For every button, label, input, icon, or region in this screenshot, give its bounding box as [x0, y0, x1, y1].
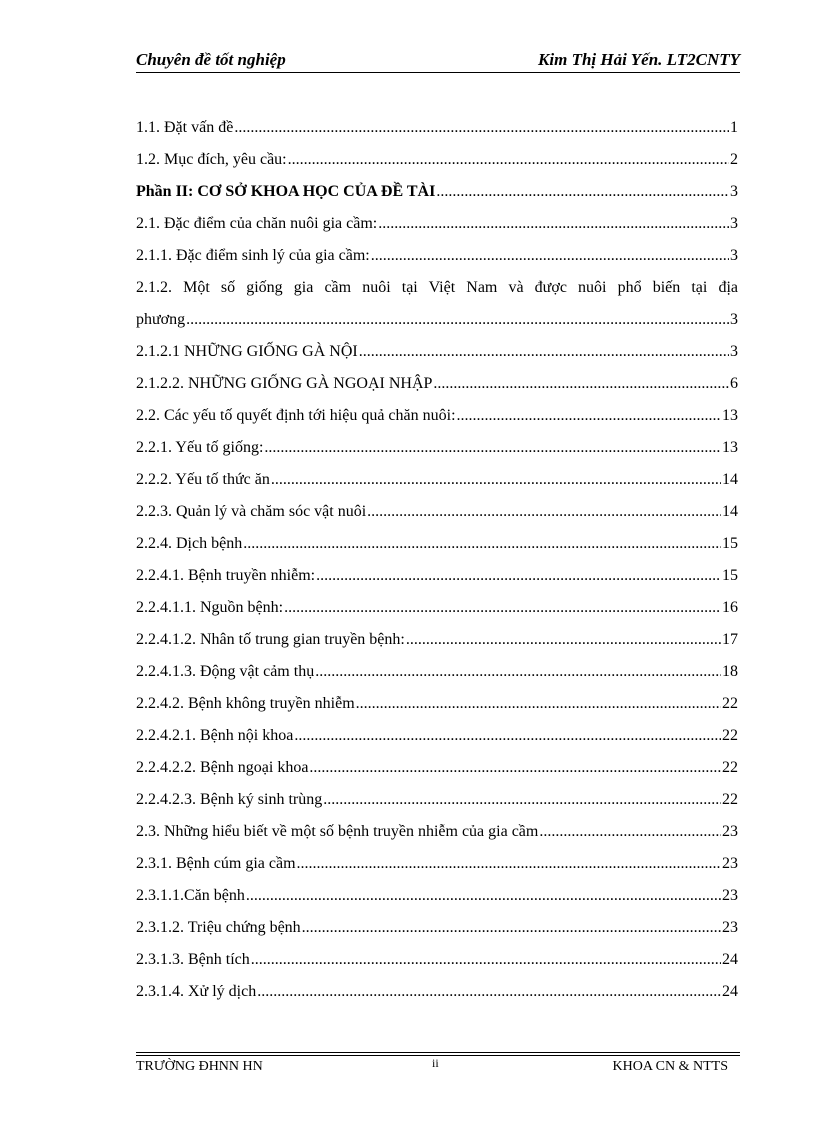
toc-entry[interactable] — [136, 912, 738, 944]
toc-leader-dots — [257, 976, 721, 1008]
toc-entry[interactable] — [136, 272, 738, 304]
toc-entry[interactable] — [136, 784, 738, 816]
toc-entry-text: 2.1.2. Một số giống gia cầm nuôi tại Việt Nam và được nuôi phổ biến tại địa — [136, 279, 738, 296]
toc-leader-dots — [309, 752, 721, 784]
toc-entry-text: 2.2. Các yếu tố quyết định tới hiệu quả chăn nuôi: — [136, 407, 456, 424]
toc-page-number: 23 — [722, 855, 738, 872]
page-number: ii — [432, 1056, 439, 1070]
toc-leader-dots — [371, 240, 729, 272]
toc-page-number: 3 — [730, 215, 738, 232]
header-author: Kim Thị Hải Yến. LT2CNTY — [538, 50, 740, 69]
toc-entry[interactable] — [136, 656, 738, 688]
toc-page-number: 3 — [730, 247, 738, 264]
page-header — [136, 50, 740, 73]
toc-leader-dots — [323, 784, 721, 816]
toc-entry-text: 2.2.2. Yếu tố thức ăn — [136, 471, 270, 488]
toc-entry[interactable] — [136, 816, 738, 848]
toc-page-number: 23 — [722, 919, 738, 936]
toc-entry[interactable] — [136, 240, 738, 272]
toc-leader-dots — [356, 688, 721, 720]
toc-leader-dots — [539, 816, 721, 848]
toc-entry-text: 2.1.2.1 NHỮNG GIỐNG GÀ NỘI — [136, 343, 358, 360]
toc-page-number: 3 — [730, 183, 738, 200]
toc-entry[interactable] — [136, 528, 738, 560]
toc-entry[interactable] — [136, 464, 738, 496]
toc-entry-text: 2.2.4.1.1. Nguồn bệnh: — [136, 599, 284, 616]
toc-entry-text: 2.1.2.2. NHỮNG GIỐNG GÀ NGOẠI NHẬP — [136, 375, 433, 392]
toc-leader-dots — [234, 112, 729, 144]
toc-entry[interactable] — [136, 112, 738, 144]
toc-leader-dots — [359, 336, 729, 368]
toc-entry[interactable] — [136, 848, 738, 880]
toc-entry[interactable] — [136, 176, 738, 208]
toc-entry[interactable] — [136, 944, 738, 976]
toc-entry-text: 2.2.4. Dịch bệnh — [136, 535, 243, 552]
toc-leader-dots — [251, 944, 721, 976]
toc-leader-dots — [284, 592, 721, 624]
toc-page-number: 15 — [722, 535, 738, 552]
footer-school: TRƯỜNG ĐHNN HN — [136, 1059, 263, 1074]
toc-entry[interactable] — [136, 432, 738, 464]
toc-entry[interactable] — [136, 688, 738, 720]
toc-page-number: 22 — [722, 727, 738, 744]
footer-faculty: KHOA CN & NTTS — [612, 1059, 728, 1074]
toc-page-number: 14 — [722, 471, 738, 488]
toc-entry-text: 1.1. Đặt vấn đề — [136, 119, 234, 136]
toc-leader-dots — [406, 624, 721, 656]
toc-leader-dots — [316, 560, 721, 592]
toc-entry[interactable] — [136, 336, 738, 368]
toc-leader-dots — [378, 208, 729, 240]
table-of-contents — [136, 112, 738, 1008]
toc-leader-dots — [264, 432, 721, 464]
toc-entry-text: 2.2.4.2.2. Bệnh ngoại khoa — [136, 759, 309, 776]
toc-entry-text: 2.3. Những hiểu biết về một số bệnh truyền nhiễm của gia cầm — [136, 823, 539, 840]
toc-entry-text: 2.3.1.2. Triệu chứng bệnh — [136, 919, 301, 936]
toc-page-number: 3 — [730, 311, 738, 328]
toc-leader-dots — [246, 880, 721, 912]
toc-page-number: 23 — [722, 887, 738, 904]
toc-page-number: 22 — [722, 695, 738, 712]
toc-page-number: 24 — [722, 951, 738, 968]
toc-entry-text: 2.3.1.3. Bệnh tích — [136, 951, 250, 968]
toc-entry-text: 2.2.4.1.3. Động vật cảm thụ — [136, 663, 315, 680]
toc-page-number: 14 — [722, 503, 738, 520]
toc-entry-text: 2.2.4.2.3. Bệnh ký sinh trùng — [136, 791, 323, 808]
toc-entry-text: Phần II: CƠ SỞ KHOA HỌC CỦA ĐỀ TÀI — [136, 183, 436, 200]
toc-page-number: 17 — [722, 631, 738, 648]
toc-entry[interactable] — [136, 976, 738, 1008]
toc-entry-text: 2.2.4.1.2. Nhân tố trung gian truyền bệnh: — [136, 631, 405, 648]
toc-page-number: 3 — [730, 343, 738, 360]
toc-entry[interactable] — [136, 720, 738, 752]
toc-page-number: 1 — [730, 119, 738, 136]
toc-entry[interactable] — [136, 752, 738, 784]
toc-leader-dots — [297, 848, 721, 880]
toc-entry[interactable] — [136, 208, 738, 240]
toc-page-number: 22 — [722, 791, 738, 808]
toc-page-number: 13 — [722, 439, 738, 456]
toc-page-number: 2 — [730, 151, 738, 168]
toc-entry[interactable] — [136, 496, 738, 528]
toc-page-number: 16 — [722, 599, 738, 616]
toc-entry-text: 2.3.1.4. Xử lý dịch — [136, 983, 257, 1000]
toc-entry-text: 2.2.3. Quản lý và chăm sóc vật nuôi — [136, 503, 367, 520]
toc-page-number: 15 — [722, 567, 738, 584]
toc-leader-dots — [315, 656, 721, 688]
toc-leader-dots — [433, 368, 729, 400]
toc-leader-dots — [302, 912, 721, 944]
toc-entry-text: 2.2.1. Yếu tố giống: — [136, 439, 264, 456]
toc-leader-dots — [288, 144, 729, 176]
toc-leader-dots — [367, 496, 721, 528]
toc-leader-dots — [457, 400, 721, 432]
toc-entry-text: 1.2. Mục đích, yêu cầu: — [136, 151, 287, 168]
toc-leader-dots — [243, 528, 721, 560]
toc-entry[interactable] — [136, 304, 738, 336]
toc-entry[interactable] — [136, 400, 738, 432]
toc-page-number: 18 — [722, 663, 738, 680]
toc-entry-text: 2.2.4.2. Bệnh không truyền nhiễm — [136, 695, 355, 712]
toc-entry-text: 2.2.4.2.1. Bệnh nội khoa — [136, 727, 294, 744]
toc-entry-text: 2.3.1. Bệnh cúm gia cầm — [136, 855, 296, 872]
toc-page-number: 23 — [722, 823, 738, 840]
toc-leader-dots — [436, 176, 729, 208]
toc-page-number: 6 — [730, 375, 738, 392]
toc-page-number: 22 — [722, 759, 738, 776]
toc-entry[interactable] — [136, 560, 738, 592]
toc-entry[interactable] — [136, 368, 738, 400]
toc-entry-text: 2.2.4.1. Bệnh truyền nhiễm: — [136, 567, 316, 584]
toc-entry[interactable] — [136, 592, 738, 624]
toc-leader-dots — [186, 304, 729, 336]
toc-leader-dots — [271, 464, 721, 496]
toc-entry-text: 2.1. Đặc điểm của chăn nuôi gia cầm: — [136, 215, 378, 232]
toc-leader-dots — [294, 720, 721, 752]
toc-entry[interactable] — [136, 624, 738, 656]
toc-entry-text: 2.3.1.1.Căn bệnh — [136, 887, 245, 904]
header-title: Chuyên đề tốt nghiệp — [136, 50, 286, 69]
toc-page-number: 13 — [722, 407, 738, 424]
toc-page-number: 24 — [722, 983, 738, 1000]
toc-entry-text: 2.1.1. Đặc điểm sinh lý của gia cầm: — [136, 247, 370, 264]
page-footer — [136, 1052, 740, 1074]
toc-entry[interactable] — [136, 880, 738, 912]
toc-entry-text: phương — [136, 311, 186, 328]
toc-entry[interactable] — [136, 144, 738, 176]
